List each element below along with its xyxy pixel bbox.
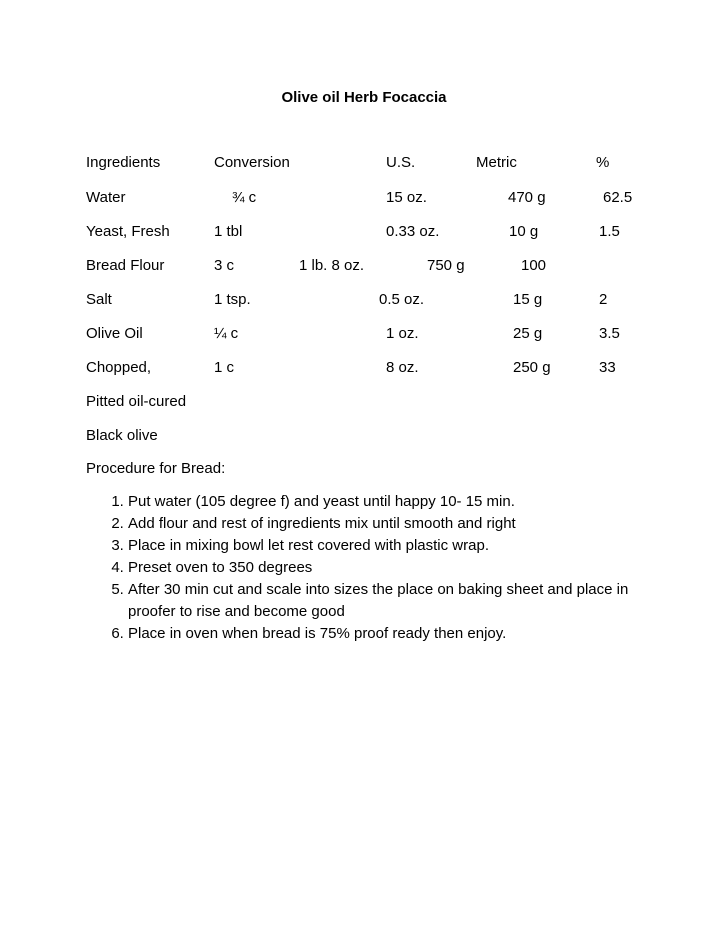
row-salt-conversion: 1 tsp. — [214, 291, 251, 308]
row-salt-ingredient: Salt — [86, 291, 112, 308]
row-salt-metric: 15 g — [513, 291, 543, 308]
header-percent: % — [596, 154, 610, 171]
header-ingredients: Ingredients — [86, 154, 161, 171]
row-water-percent: 62.5 — [603, 189, 633, 206]
procedure-step: 5. After 30 min cut and scale into sizes the place on baking sheet and place in proofer to rise and become good — [128, 579, 646, 623]
row-chopped-metric: 250 g — [513, 359, 551, 376]
row-salt-us: 0.5 oz. — [379, 291, 425, 308]
row-yeast-metric: 10 g — [509, 223, 539, 240]
procedure-step: 6. Place in oven when bread is 75% proof ready then enjoy. — [128, 623, 646, 645]
row-olive-oil-ingredient: Olive Oil — [86, 325, 143, 342]
procedure-step: 2. Add flour and rest of ingredients mix until smooth and right — [128, 513, 646, 535]
row-olive-oil-us: 1 oz. — [386, 325, 419, 342]
procedure-step: 4. Preset oven to 350 degrees — [128, 557, 646, 579]
row-flour-metric: 750 g — [427, 257, 465, 274]
row-yeast-ingredient: Yeast, Fresh — [86, 223, 170, 240]
procedure-steps — [86, 491, 646, 645]
row-water-us: 15 oz. — [386, 189, 427, 206]
document-title: Olive oil Herb Focaccia — [281, 89, 447, 106]
procedure-step: 3. Place in mixing bowl let rest covered with plastic wrap. — [128, 535, 646, 557]
row-yeast-percent: 1.5 — [599, 223, 620, 240]
row-olive-oil-metric: 25 g — [513, 325, 543, 342]
extra-line-black-olive: Black olive — [86, 427, 158, 444]
row-olive-oil-conversion: ¼ c — [214, 325, 239, 342]
row-olive-oil-percent: 3.5 — [599, 325, 620, 342]
header-metric: Metric — [476, 154, 517, 171]
procedure-step: 1. Put water (105 degree f) and yeast until happy 10- 15 min. — [128, 491, 646, 513]
row-chopped-percent: 33 — [599, 359, 616, 376]
header-us: U.S. — [386, 154, 416, 171]
row-salt-percent: 2 — [599, 291, 608, 308]
row-water-ingredient: Water — [86, 189, 126, 206]
row-chopped-us: 8 oz. — [386, 359, 419, 376]
row-water-conversion: ¾ c — [232, 189, 257, 206]
row-flour-conversion: 3 c — [214, 257, 235, 274]
row-yeast-conversion: 1 tbl — [214, 223, 243, 240]
row-chopped-ingredient: Chopped, — [86, 359, 152, 376]
row-chopped-conversion: 1 c — [214, 359, 235, 376]
extra-line-pitted: Pitted oil-cured — [86, 393, 187, 410]
header-conversion: Conversion — [214, 154, 290, 171]
row-flour-us: 1 lb. 8 oz. — [299, 257, 365, 274]
row-water-metric: 470 g — [508, 189, 546, 206]
row-flour-percent: 100 — [521, 257, 547, 274]
row-flour-ingredient: Bread Flour — [86, 257, 165, 274]
procedure-heading: Procedure for Bread: — [86, 460, 226, 477]
row-yeast-us: 0.33 oz. — [386, 223, 440, 240]
